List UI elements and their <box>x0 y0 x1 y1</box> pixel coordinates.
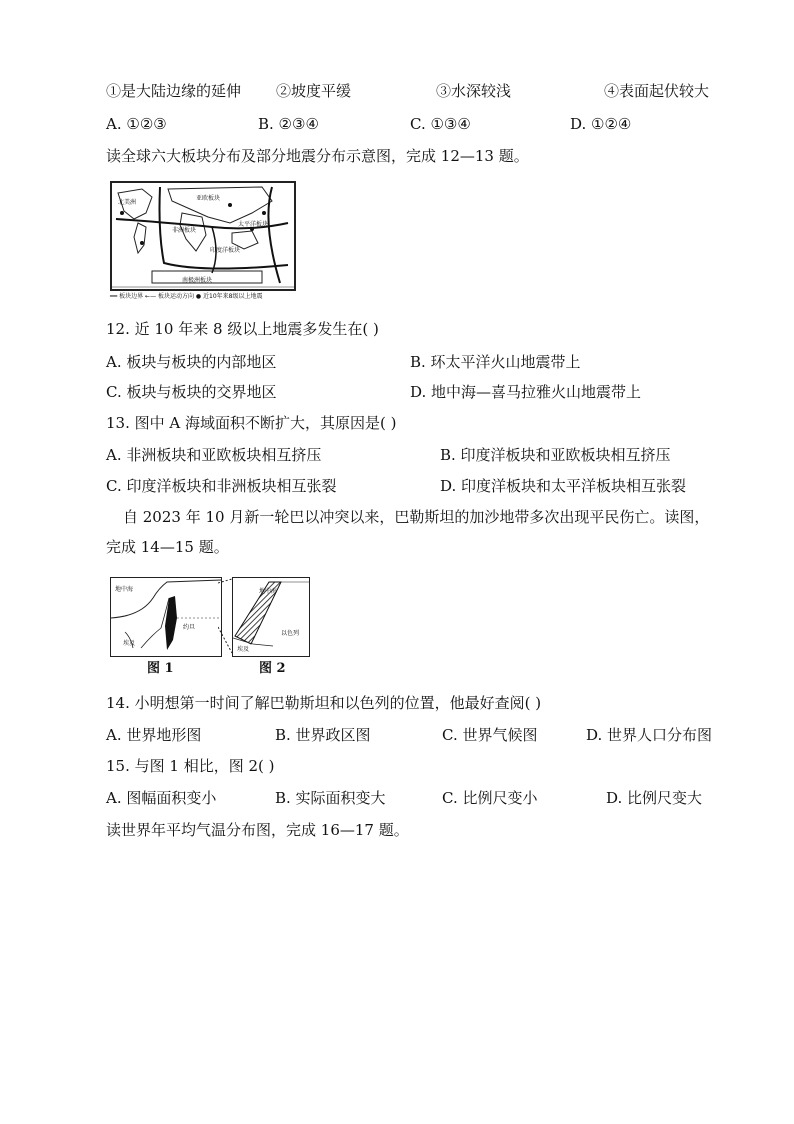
zoom-connector-lines <box>218 577 232 657</box>
q11-option-d: D. ①②④ <box>570 115 632 133</box>
q13-option-a: A. 非洲板块和亚欧板块相互挤压 <box>106 446 322 464</box>
q15-option-c: C. 比例尺变小 <box>442 789 538 807</box>
q14-option-a: A. 世界地形图 <box>106 726 202 744</box>
fig2-label-mediterranean: 地中海 <box>259 588 278 595</box>
q11-option-c: C. ①③④ <box>410 115 471 133</box>
figure-2-map <box>232 577 310 657</box>
q11-statement-2: ②坡度平缓 <box>276 82 352 100</box>
q15-option-d: D. 比例尺变大 <box>606 789 703 807</box>
label-pacific-plate: 太平洋板块 <box>238 221 269 228</box>
figure-2-caption: 图 2 <box>259 661 286 676</box>
q13-option-c: C. 印度洋板块和非洲板块相互张裂 <box>106 477 337 495</box>
figure-1-caption: 图 1 <box>147 661 174 676</box>
q12-option-a: A. 板块与板块的内部地区 <box>106 353 277 371</box>
q14-option-b: B. 世界政区图 <box>275 726 371 744</box>
q12-option-c: C. 板块与板块的交界地区 <box>106 383 277 401</box>
intro-14-15-line1: 自 2023 年 10 月新一轮巴以冲突以来，巴勒斯坦的加沙地带多次出现平民伤亡。读图， <box>123 508 710 526</box>
fig1-label-jordan: 约旦 <box>183 624 196 631</box>
label-eurasian-plate: 亚欧板块 <box>196 195 221 202</box>
intro-12-13: 读全球六大板块分布及部分地震分布示意图，完成 12—13 题。 <box>106 147 529 165</box>
q12-option-d: D. 地中海—喜马拉雅火山地震带上 <box>410 383 642 401</box>
intro-16-17: 读世界年平均气温分布图，完成 16—17 题。 <box>106 821 409 839</box>
plate-distribution-map <box>110 181 296 291</box>
q14-option-c: C. 世界气候图 <box>442 726 538 744</box>
q13-option-b: B. 印度洋板块和亚欧板块相互挤压 <box>440 446 671 464</box>
fig2-label-egypt: 埃及 <box>237 646 250 653</box>
intro-14-15-line2: 完成 14—15 题。 <box>106 538 229 556</box>
fig1-label-mediterranean: 地中海 <box>115 586 134 593</box>
q11-statement-3: ③水深较浅 <box>436 82 512 100</box>
q12-stem: 12. 近 10 年来 8 级以上地震多发生在( ) <box>106 320 379 338</box>
q11-option-b: B. ②③④ <box>258 115 319 133</box>
q15-option-b: B. 实际面积变大 <box>275 789 386 807</box>
figure-1-map <box>110 577 222 657</box>
q12-option-b: B. 环太平洋火山地震带上 <box>410 353 581 371</box>
fig1-label-egypt: 埃及 <box>123 640 136 647</box>
q15-option-a: A. 图幅面积变小 <box>106 789 217 807</box>
q11-option-a: A. ①②③ <box>106 115 167 133</box>
q13-option-d: D. 印度洋板块和太平洋板块相互张裂 <box>440 477 687 495</box>
label-african-plate: 非洲板块 <box>172 227 197 234</box>
plate-map-legend: ━━ 板块边界 ←— 板块运动方向 ● 近10年来8级以上地震 <box>110 293 263 300</box>
q14-stem: 14. 小明想第一时间了解巴勒斯坦和以色列的位置，他最好查阅( ) <box>106 694 542 712</box>
q13-stem: 13. 图中 A 海域面积不断扩大，其原因是( ) <box>106 414 397 432</box>
q15-stem: 15. 与图 1 相比，图 2( ) <box>106 757 275 775</box>
q11-statement-4: ④表面起伏较大 <box>604 82 710 100</box>
q14-option-d: D. 世界人口分布图 <box>586 726 713 744</box>
label-indian-ocean-plate: 印度洋板块 <box>210 247 241 254</box>
fig2-label-israel: 以色列 <box>281 630 300 637</box>
label-antarctic-plate: 南极洲板块 <box>182 277 213 284</box>
label-north-america: 北美洲 <box>118 199 137 206</box>
q11-statement-1: ①是大陆边缘的延伸 <box>106 82 242 100</box>
